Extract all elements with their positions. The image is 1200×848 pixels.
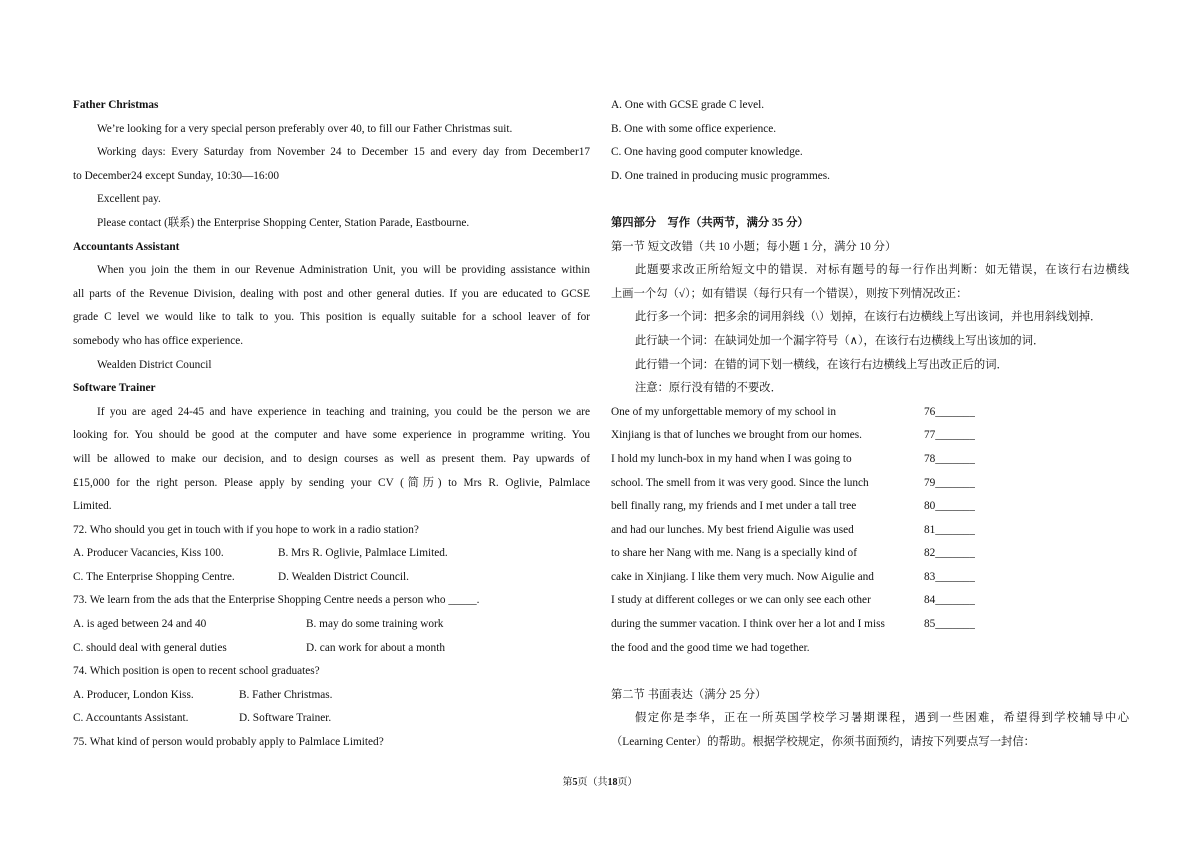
ad-text: looking for. You should be good at the computer and have some experience in programme writing. You	[73, 429, 590, 442]
error-correction-line	[611, 519, 1129, 543]
ad-text: Excellent pay.	[97, 193, 161, 206]
error-correction-line	[611, 448, 1129, 472]
instruction-text: 上画一个勾（√）；如有错误（每行只有一个错误），则按下列情况改正：	[611, 287, 968, 300]
answer-blank[interactable]: 81_______	[924, 523, 975, 536]
part-heading: 第四部分 写作（共两节，满分 35 分）	[611, 216, 809, 229]
line-text: bell finally rang, my friends and I met under a tall tree	[611, 500, 857, 513]
option-d: D. Wealden District Council.	[278, 570, 409, 583]
error-correction-line	[611, 542, 1129, 566]
ad-text: When you join the them in our Revenue Administration Unit, you will be providing assistance within	[97, 264, 590, 277]
footer-text: 第	[562, 777, 573, 788]
options-74	[73, 684, 590, 708]
ad-signature: Wealden District Council	[97, 358, 212, 371]
ad-text: all parts of the Revenue Division, dealing with post and other general duties. If you are educated to GCSE	[73, 287, 590, 300]
error-correction-line	[611, 472, 1129, 496]
line-text: One of my unforgettable memory of my school in	[611, 405, 837, 418]
line-text: school. The smell from it was very good. Since the lunch	[611, 476, 869, 489]
question-73: 73. We learn from the ads that the Enterprise Shopping Centre needs a person who _____.	[73, 594, 480, 607]
option-a: A. One with GCSE grade C level.	[611, 99, 765, 111]
section-heading: 第一节 短文改错（共 10 小题；每小题 1 分，满分 10 分）	[611, 240, 897, 253]
option-b: B. Father Christmas.	[239, 688, 333, 701]
error-correction-line	[611, 424, 1129, 448]
line-text: I hold my lunch-box in my hand when I was going to	[611, 452, 852, 465]
ad-title-father-christmas: Father Christmas	[73, 99, 159, 111]
instruction-text: 注意：原行没有错的不要改．	[635, 382, 782, 395]
option-c: C. The Enterprise Shopping Centre.	[73, 570, 235, 583]
instruction-text: 此行缺一个词：在缺词处加一个漏字符号（∧），在该行右边横线上写出该加的词．	[635, 334, 1045, 347]
options-74	[73, 707, 590, 731]
page-number: 5	[572, 777, 578, 788]
error-correction-line	[611, 401, 1129, 425]
answer-blank[interactable]: 84_______	[924, 594, 975, 607]
page-total: 18	[607, 777, 618, 788]
section-heading: 第二节 书面表达（满分 25 分）	[611, 688, 767, 701]
option-c: C. Accountants Assistant.	[73, 712, 189, 725]
option-a: A. is aged between 24 and 40	[73, 618, 207, 631]
answer-blank[interactable]: 78_______	[924, 452, 975, 465]
options-73	[73, 613, 590, 637]
option-c: C. should deal with general duties	[73, 641, 227, 654]
ad-text: will be allowed to make our decision, and to design courses as well as present them. Pay upwards of	[73, 452, 590, 465]
option-d: D. Software Trainer.	[239, 712, 332, 725]
right-column	[611, 94, 1129, 755]
footer-text: 页（共	[577, 777, 608, 788]
question-72: 72. Who should you get in touch with if you hope to work in a radio station?	[73, 523, 419, 536]
ad-text: We’re looking for a very special person preferably over 40, to fill our Father Christmas suit.	[97, 122, 513, 135]
footer-text: 页）	[617, 777, 638, 788]
ad-title-software-trainer: Software Trainer	[73, 382, 156, 395]
error-correction-line	[611, 589, 1129, 613]
line-text: I study at different colleges or we can only see each other	[611, 594, 871, 607]
ad-text: somebody who has office experience.	[73, 334, 244, 347]
writing-prompt: （Learning Center）的帮助。根据学校规定，你须书面预约，请按下列要点写一封信：	[611, 736, 1035, 749]
ad-text: Limited.	[73, 500, 112, 513]
options-72	[73, 566, 590, 590]
page-footer	[0, 773, 1200, 788]
line-text: and had our lunches. My best friend Aigulie was used	[611, 523, 854, 536]
instruction-text: 此行错一个词：在错的词下划一横线，在该行右边横线上写出改正后的词．	[635, 358, 1008, 371]
instruction-text: 此题要求改正所给短文中的错误．对标有题号的每一行作出判断：如无错误，在该行右边横线	[635, 264, 1129, 277]
option-b: B. One with some office experience.	[611, 122, 777, 135]
answer-blank[interactable]: 80_______	[924, 500, 975, 513]
writing-prompt: 假定你是李华，正在一所英国学校学习暑期课程，遇到一些困难，希望得到学校辅导中心	[635, 712, 1129, 725]
option-b: B. may do some training work	[306, 618, 444, 631]
ad-text: ₤15,000 for the right person. Please apply by sending your CV (简历) to Mrs R. Oglivie, Palmlace	[73, 476, 590, 489]
ad-text: If you are aged 24-45 and have experience in teaching and training, you could be the person we are	[97, 405, 590, 418]
answer-blank[interactable]: 79_______	[924, 476, 975, 489]
option-a: A. Producer Vacancies, Kiss 100.	[73, 547, 224, 560]
answer-blank[interactable]: 85_______	[924, 618, 975, 631]
line-text: Xinjiang is that of lunches we brought from our homes.	[611, 429, 862, 442]
answer-blank[interactable]: 83_______	[924, 570, 975, 583]
option-d: D. One trained in producing music programmes.	[611, 169, 830, 182]
line-text: cake in Xinjiang. I like them very much. Now Aigulie and	[611, 570, 874, 583]
ad-text: grade C level we would like to talk to you. This position is equally suitable for a school leaver of for	[73, 311, 590, 324]
answer-blank[interactable]: 76_______	[924, 405, 975, 418]
instruction-text: 此行多一个词：把多余的词用斜线（\）划掉，在该行右边横线上写出该词，并也用斜线划掉．	[635, 311, 1102, 324]
question-74: 74. Which position is open to recent school graduates?	[73, 665, 320, 678]
option-d: D. can work for about a month	[306, 641, 445, 654]
error-correction-line	[611, 495, 1129, 519]
spacer	[611, 188, 1129, 212]
left-column	[73, 94, 590, 755]
option-b: B. Mrs R. Oglivie, Palmlace Limited.	[278, 547, 448, 560]
answer-blank[interactable]: 82_______	[924, 547, 975, 560]
options-72	[73, 542, 590, 566]
answer-blank[interactable]: 77_______	[924, 429, 975, 442]
ad-text: Working days: Every Saturday from November 24 to December 15 and every day from December17	[97, 146, 590, 159]
ad-text: Please contact (联系) the Enterprise Shopping Center, Station Parade, Eastbourne.	[97, 216, 470, 229]
error-correction-line	[611, 566, 1129, 590]
options-73	[73, 637, 590, 661]
error-correction-last-line: the food and the good time we had together.	[611, 641, 810, 654]
error-correction-line	[611, 613, 1129, 637]
line-text: during the summer vacation. I think over her a lot and I miss	[611, 618, 885, 631]
line-text: to share her Nang with me. Nang is a specially kind of	[611, 547, 857, 560]
question-75: 75. What kind of person would probably apply to Palmlace Limited?	[73, 736, 384, 749]
option-c: C. One having good computer knowledge.	[611, 146, 803, 159]
option-a: A. Producer, London Kiss.	[73, 688, 194, 701]
spacer	[611, 660, 1129, 684]
ad-title-accountants-assistant: Accountants Assistant	[73, 240, 180, 253]
ad-text: to December24 except Sunday, 10:30—16:00	[73, 169, 280, 182]
